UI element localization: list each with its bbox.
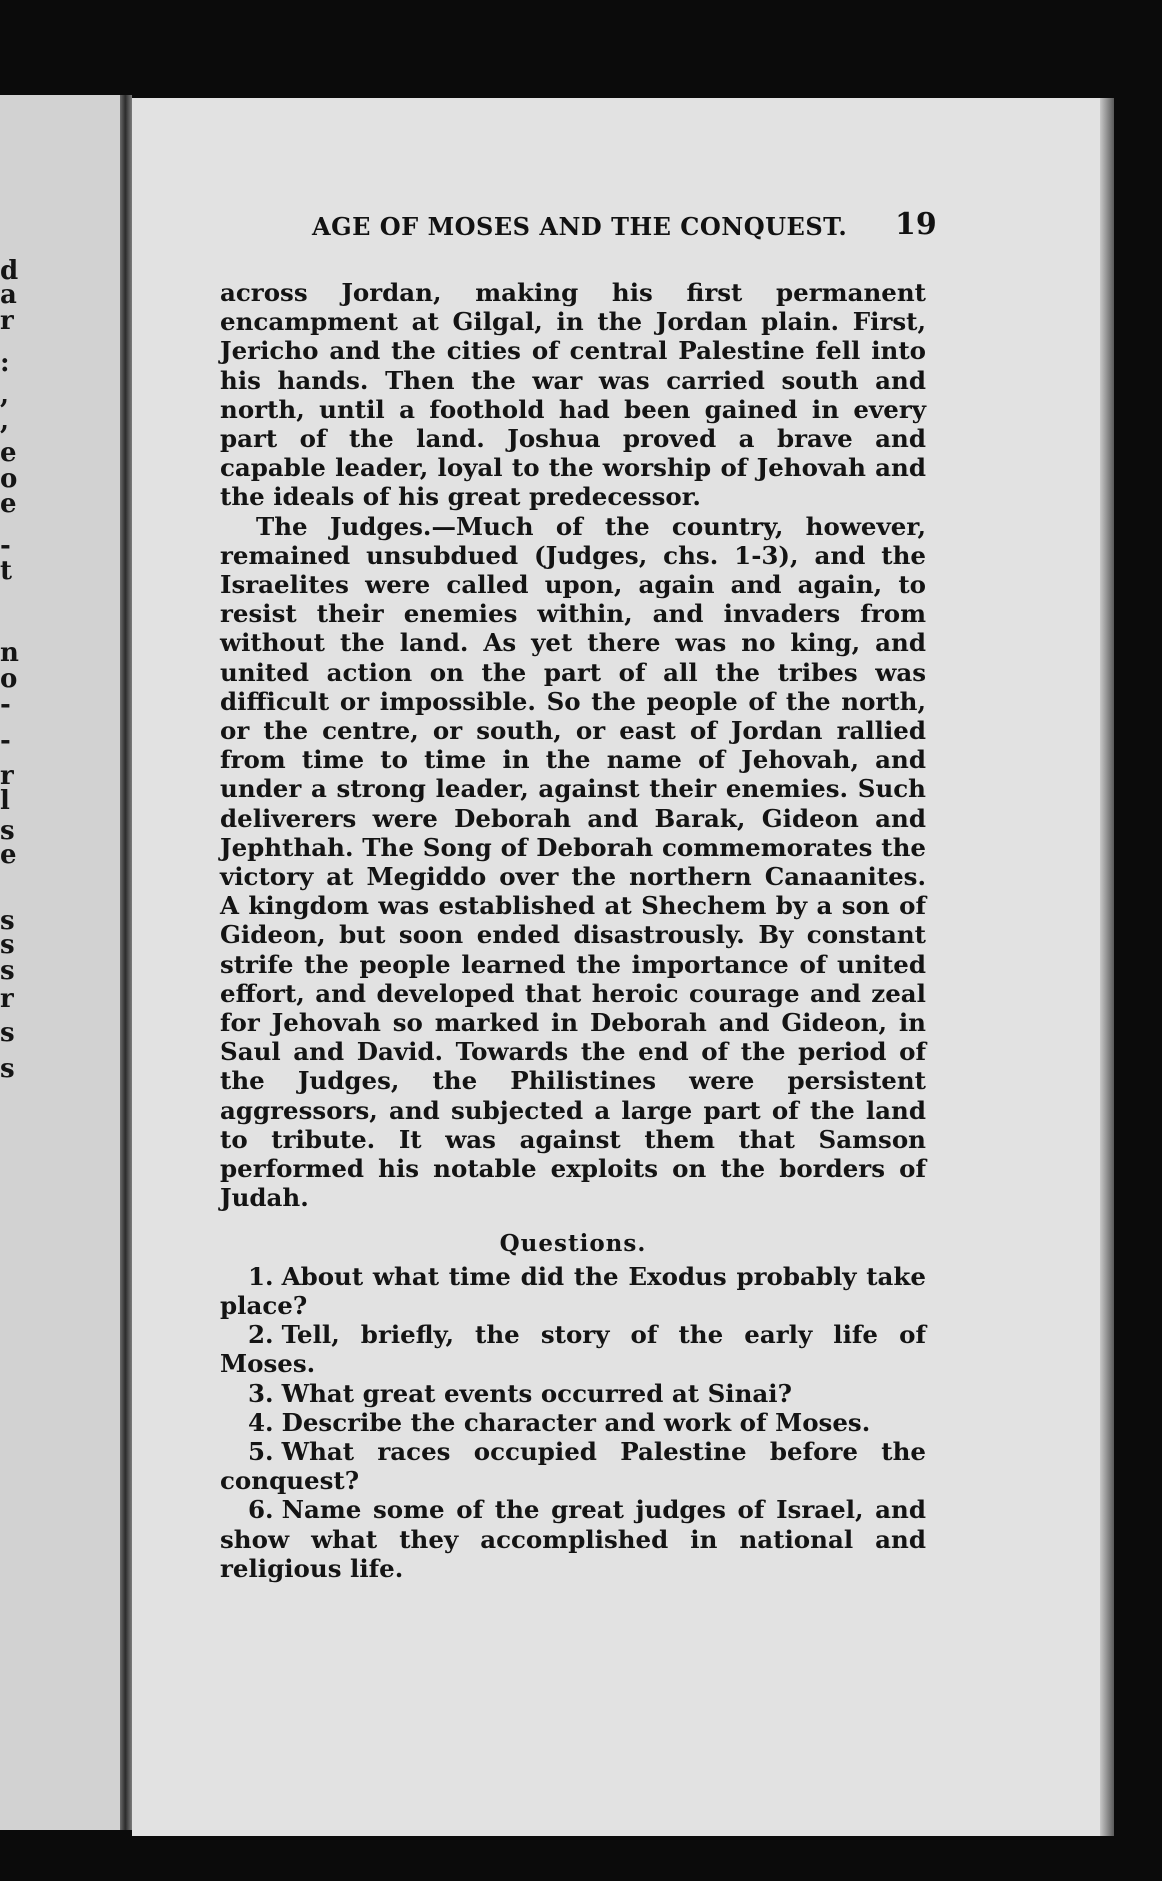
question-number: 1. (248, 1261, 274, 1291)
question-number: 6. (248, 1495, 274, 1525)
previous-page-edge-char: r (0, 761, 14, 791)
previous-page-edge-char: s (0, 816, 15, 846)
question-number: 4. (248, 1407, 274, 1437)
previous-page-edge-char: - (0, 531, 11, 561)
judges-text: —Much of the country, however, remained unsubdued (Judges, chs. 1-3), and the Israelites were called upon, again and again, to resist their enemies within, and invaders from without the land. As yet there was no king, and united action on the part of all the tribes was difficult or impossible. So the people of the north, or the centre, or south, or east of Jordan rallied from time to time in the name of Jehovah, and under a strong leader, against their enemies. Such deliverers were Deborah and Barak, Gideon and Jephthah. The Song of Deborah commemorates the victory at Megiddo over the northern Canaanites. A kingdom was established at Shechem by a son of Gideon, but soon ended disastrously. By constant strife the people learned the importance of united effort, and developed that heroic courage and zeal for Jehovah so marked in Deborah and Gideon, in Saul and David. Towards the end of the period of the Judges, the Philistines were persistent aggressors, and subjected a large part of the land to tribute. It was against them that Samson performed his notable exploits on the borders of Judah. (220, 511, 926, 1213)
previous-page-edge-char: t (0, 556, 13, 586)
question-text: Name some of the great judges of Israel, and show what they accomplished in national and religious life. (220, 1495, 926, 1583)
question-item (220, 1495, 926, 1583)
previous-page-edge-char: - (0, 690, 11, 720)
questions-heading: Questions. (499, 1229, 647, 1257)
question-item (220, 1437, 926, 1495)
previous-page-edge-char: r (0, 984, 14, 1014)
previous-page-edge-char: r (0, 306, 14, 336)
previous-page-edge-char: e (0, 438, 17, 468)
question-item (220, 1262, 926, 1320)
body-text (220, 278, 926, 1583)
previous-page-edge-char: s (0, 956, 15, 986)
previous-page-edge-char: n (0, 638, 19, 668)
judges-heading: The Judges. (256, 511, 432, 541)
question-text: What great events occurred at Sinai? (281, 1378, 792, 1408)
previous-page-edge-char: : (0, 348, 10, 378)
question-text: Describe the character and work of Moses. (281, 1407, 871, 1437)
previous-page-edge-char: s (0, 906, 15, 936)
judges-paragraph (220, 512, 926, 1213)
previous-page-edge-char: l (0, 786, 10, 816)
previous-page-edge-char: e (0, 840, 17, 870)
page-right-edge (1100, 98, 1114, 1836)
question-text: Tell, briefly, the story of the early life of Moses. (220, 1320, 926, 1379)
previous-page-edge-char: - (0, 726, 11, 756)
question-item (220, 1320, 926, 1378)
previous-page-edge-char: o (0, 464, 18, 494)
question-text: About what time did the Exodus probably take place? (220, 1261, 926, 1320)
question-number: 3. (248, 1378, 274, 1408)
previous-page-edge-char: s (0, 930, 15, 960)
question-number: 5. (248, 1436, 274, 1466)
previous-page-fragment (0, 95, 128, 1830)
running-head: AGE OF MOSES AND THE CONQUEST. (312, 212, 848, 241)
previous-page-edge-char: a (0, 280, 17, 310)
book-gutter (120, 95, 132, 1830)
previous-page-edge-char: e (0, 489, 17, 519)
previous-page-edge-char: , (0, 380, 10, 410)
question-item (220, 1408, 926, 1437)
question-number: 2. (248, 1320, 274, 1350)
previous-page-edge-char: s (0, 1054, 15, 1084)
question-item (220, 1379, 926, 1408)
questions-list (220, 1262, 926, 1583)
previous-page-edge-char: d (0, 256, 19, 286)
previous-page-edge-char: , (0, 406, 10, 436)
question-text: What races occupied Palestine before the conquest? (220, 1436, 926, 1496)
previous-page-edge-char: o (0, 664, 18, 694)
opening-paragraph: across Jordan, making his first permanent encampment at Gilgal, in the Jordan plain. First, Jericho and the cities of central Palestine fell into his hands. Then the war was carried south and north, until a foothold had been gained in every part of the land. Joshua proved a brave and capable leader, loyal to the worship of Jehovah and the ideals of his great predecessor. (220, 278, 926, 512)
previous-page-edge-char: s (0, 1018, 15, 1048)
page-number: 19 (895, 207, 937, 242)
